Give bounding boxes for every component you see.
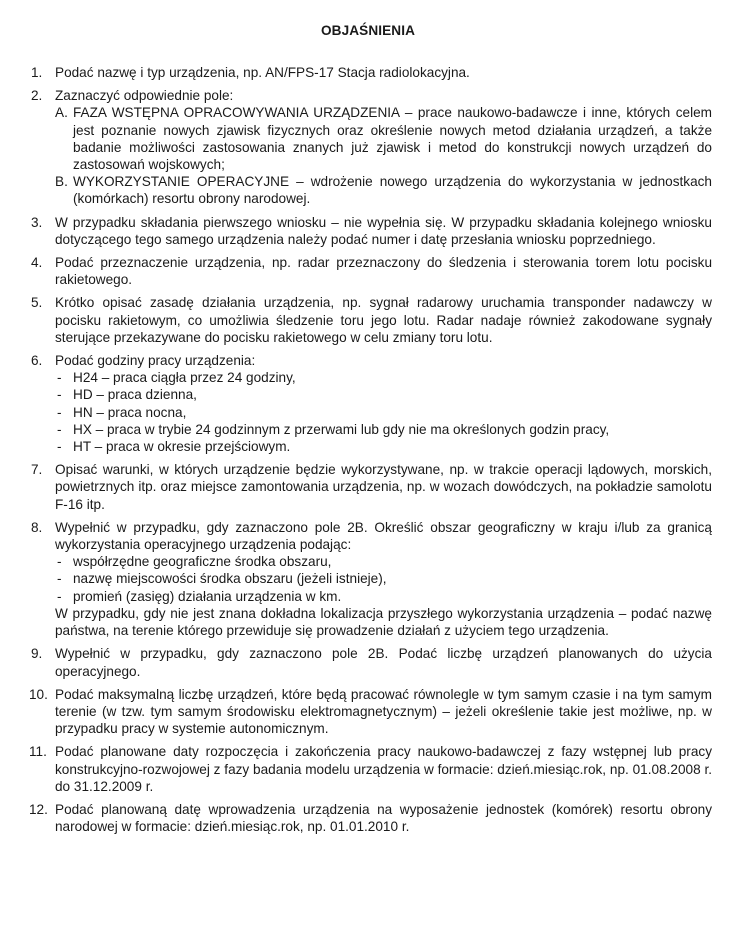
item-number: 5. xyxy=(31,295,43,311)
dash-bullet: - xyxy=(57,421,62,437)
dash-text: współrzędne geograficzne środka obszaru, xyxy=(73,554,332,570)
item-number: 10. xyxy=(29,686,48,702)
dash-text: HX – praca w trybie 24 godzinnym z przerwami lub gdy nie ma określonych godzin pracy, xyxy=(73,421,610,437)
item-text: Wypełnić w przypadku, gdy zaznaczono pole 2B. Podać liczbę urządzeń planowanych do użycia operacyjnego. xyxy=(55,646,712,679)
dash-item xyxy=(55,421,712,438)
item-text: W przypadku składania pierwszego wniosku – nie wypełnia się. W przypadku składania kolejnego wniosku dotyczącego tego samego urządzenia należy podać numer i datę przesłania wniosku poprzedniego. xyxy=(55,214,712,247)
dash-bullet: - xyxy=(57,571,62,587)
item-text: Podać godziny pracy urządzenia: xyxy=(55,353,256,369)
sub-item-label: B. xyxy=(55,174,68,190)
item-number: 9. xyxy=(31,646,43,662)
sub-item-text: FAZA WSTĘPNA OPRACOWYWANIA URZĄDZENIA – prace naukowo-badawcze i inne, których celem jest poznanie nowych zjawisk fizycznych oraz określenie nowych metod działania urządzeń, a także badanie możliwości zastosowania znanych już zjawisk i metod do konstrukcji nowych urządzeń do zastosowań wojskowych; xyxy=(73,105,712,173)
item-text: Podać planowaną datę wprowadzenia urządzenia na wyposażenie jednostek (komórek) resortu obrony narodowej w formacie: dzień.miesiąc.rok, np. 01.01.2010 r. xyxy=(55,801,712,835)
dash-text: promień (zasięg) działania urządzenia w km. xyxy=(73,588,342,604)
sub-item-text: WYKORZYSTANIE OPERACYJNE – wdrożenie nowego urządzenia do wykorzystania w jednostkach (komórkach) resortu obrony narodowej. xyxy=(73,174,712,207)
item-number: 8. xyxy=(31,519,43,535)
list-item-5 xyxy=(31,294,712,346)
dash-item xyxy=(55,386,712,403)
item-note: W przypadku, gdy nie jest znana dokładna lokalizacja przyszłego wykorzystania urządzenia – podać nazwę państwa, na terenie którego przewiduje się prowadzenie działań z użyciem tego urządzenia. xyxy=(55,605,712,639)
list-item-9 xyxy=(31,645,712,679)
list-item-8 xyxy=(31,519,712,639)
list-item-4 xyxy=(31,254,712,288)
item-text: Krótko opisać zasadę działania urządzenia, np. sygnał radarowy uruchamia transponder nadawczy w pocisku rakietowym, co umożliwia śledzenie toru jego lotu. Radar nadaje również zakodowane sygnały sterujące przekazywane do pocisku rakietowego w celu zmiany toru lotu. xyxy=(55,295,712,345)
dash-text: nazwę miejscowości środka obszaru (jeżeli istnieje), xyxy=(73,571,387,587)
dash-item xyxy=(55,404,712,421)
list-item-7 xyxy=(31,461,712,513)
list-item-6 xyxy=(31,352,712,455)
dash-item xyxy=(55,588,712,605)
item-number: 3. xyxy=(31,214,43,230)
explanations-list xyxy=(31,64,712,841)
list-item-1 xyxy=(31,64,712,81)
item-number: 12. xyxy=(29,801,48,817)
item-text: Zaznaczyć odpowiednie pole: xyxy=(55,88,234,104)
item-text: Podać przeznaczenie urządzenia, np. radar przeznaczony do śledzenia i sterowania torem lotu pocisku rakietowego. xyxy=(55,255,712,288)
dash-text: H24 – praca ciągła przez 24 godziny, xyxy=(73,370,296,386)
item-text: Wypełnić w przypadku, gdy zaznaczono pole 2B. Określić obszar geograficzny w kraju i/lub za granicą wykorzystania operacyjnego urządzenia podając: xyxy=(55,519,712,553)
page-title: OBJAŚNIENIA xyxy=(320,23,415,38)
item-number: 7. xyxy=(31,462,43,478)
item-number: 4. xyxy=(31,255,43,271)
dash-bullet: - xyxy=(57,404,62,420)
dash-item xyxy=(55,570,712,587)
dash-text: HD – praca dzienna, xyxy=(73,387,197,403)
dash-bullet: - xyxy=(57,387,62,403)
item-text: Podać planowane daty rozpoczęcia i zakończenia pracy naukowo-badawczej z fazy wstępnej lub pracy konstrukcyjno-rozwojowej z fazy badania modelu urządzenia w formacie: dzień.miesiąc.rok, np. 01.08.2008 r. do 31.12.2009 r. xyxy=(55,744,712,794)
dash-bullet: - xyxy=(57,370,62,386)
list-item-11 xyxy=(31,743,712,795)
list-item-10 xyxy=(31,686,712,738)
dash-item xyxy=(55,553,712,570)
dash-text: HN – praca nocna, xyxy=(73,404,187,420)
sub-item-label: A. xyxy=(55,105,68,121)
sub-item-b xyxy=(55,173,712,207)
sub-item-a xyxy=(55,104,712,173)
item-number: 6. xyxy=(31,353,43,369)
dash-item xyxy=(55,438,712,455)
dash-item xyxy=(55,369,712,386)
dash-bullet: - xyxy=(57,588,62,604)
item-number: 2. xyxy=(31,88,43,104)
list-item-2 xyxy=(31,87,712,207)
item-number: 1. xyxy=(31,65,43,80)
item-text: Podać maksymalną liczbę urządzeń, które będą pracować równolegle w tym samym czasie i na tym samym terenie (w tzw. tym samym środowisku elektromagnetycznym) – jeżeli określenie takie jest możliwe, np. w przypadku pracy w systemie autonomicznym. xyxy=(55,686,712,737)
list-item-3 xyxy=(31,214,712,248)
item-text: Podać nazwę i typ urządzenia, np. AN/FPS-17 Stacja radiolokacyjna. xyxy=(55,65,470,80)
dash-bullet: - xyxy=(57,439,62,455)
item-number: 11. xyxy=(29,744,47,760)
list-item-12 xyxy=(31,801,712,835)
dash-bullet: - xyxy=(57,554,62,570)
dash-text: HT – praca w okresie przejściowym. xyxy=(73,439,291,455)
item-text: Opisać warunki, w których urządzenie będzie wykorzystywane, np. w trakcie operacji lądowych, morskich, powietrznych itp. oraz miejsce zamontowania urządzenia, np. w wozach dowódczych, na pokładzie samolotu F-16 itp. xyxy=(55,462,712,512)
